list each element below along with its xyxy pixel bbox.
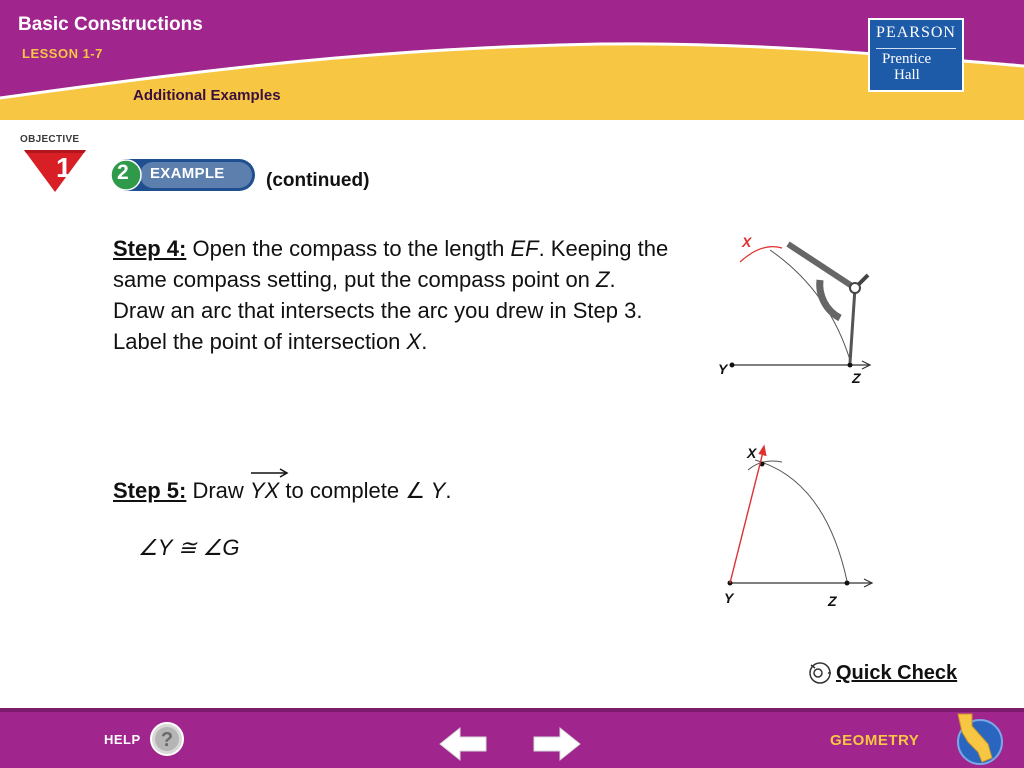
section-subtitle: Additional Examples	[133, 87, 281, 104]
lesson-title: Basic Constructions	[18, 14, 203, 35]
step-4-text-part4: .	[421, 329, 428, 354]
logo-divider	[876, 48, 956, 49]
ray-arrow-icon	[250, 467, 290, 479]
compass-hinge	[850, 283, 860, 293]
angle-y: Y	[424, 478, 446, 503]
quick-check-icon	[808, 661, 832, 685]
compass-arc-arm	[820, 280, 840, 318]
step-5-text-part1: Draw	[186, 478, 250, 503]
slide-header	[0, 0, 1024, 120]
help-label[interactable]: HELP	[104, 731, 141, 747]
ray-yx	[730, 448, 764, 583]
step-4-text-part1: Open the compass to the length	[186, 236, 511, 261]
example-label: EXAMPLE	[150, 165, 225, 182]
objective-label: OBJECTIVE	[20, 134, 80, 145]
step-5-text-part3: .	[445, 478, 452, 503]
point-z-dot	[845, 581, 850, 586]
label-x: X	[742, 234, 752, 250]
compass-leg	[850, 288, 855, 363]
objective-number: 1	[56, 152, 72, 183]
arc-step3	[770, 250, 850, 360]
label-z: Z	[828, 593, 837, 609]
continued-label: (continued)	[266, 170, 370, 191]
label-y: Y	[724, 590, 734, 606]
arc-step3	[755, 460, 847, 581]
svg-text:?: ?	[160, 729, 173, 751]
logo-line-hall: Hall	[894, 67, 920, 83]
lesson-number: LESSON 1-7	[22, 46, 103, 61]
step-4-text-part3: . Draw an arc that intersects the arc you drew in Step 3. Label the point of intersection	[113, 267, 643, 354]
quick-check-link[interactable]	[808, 660, 957, 686]
quick-check-label[interactable]: Quick Check	[836, 661, 958, 684]
ray-yx-label: YX	[249, 478, 280, 503]
step-5-text	[113, 475, 451, 506]
slide-footer	[0, 708, 1024, 768]
footer-stripe	[0, 708, 1024, 712]
arrow-right-icon[interactable]	[532, 726, 582, 762]
congruence-statement: ∠Y ≅ ∠G	[138, 535, 240, 560]
help-button[interactable]	[104, 722, 185, 756]
step-5-text-part2: to complete	[279, 478, 406, 503]
step-4-diagram	[710, 230, 890, 395]
subject-label: GEOMETRY	[830, 732, 920, 749]
pearson-logo-top: PEARSON	[876, 24, 956, 41]
step-4-text-part2: . Keeping the same compass setting, put the compass point on	[113, 236, 669, 292]
red-arrowhead-icon	[759, 446, 766, 456]
ray-yx	[250, 475, 279, 506]
point-z-dot	[848, 363, 853, 368]
point-z: Z	[596, 267, 610, 292]
segment-ef: EF	[510, 236, 539, 261]
point-y-dot	[730, 363, 735, 368]
california-globe-icon	[952, 712, 1004, 766]
angle-symbol: ∠	[405, 478, 425, 503]
pearson-logo-bottom	[882, 51, 931, 83]
label-x: X	[747, 445, 757, 461]
arrow-left-icon[interactable]	[438, 726, 488, 762]
example-number: 2	[117, 161, 129, 184]
step-5-diagram	[710, 440, 890, 620]
objective-triangle-icon	[18, 132, 92, 196]
label-y: Y	[718, 361, 728, 377]
logo-line-prentice: Prentice	[882, 51, 932, 67]
step-5-label: Step 5:	[113, 478, 187, 503]
example-badge	[110, 158, 256, 192]
pearson-prentice-hall-logo	[868, 18, 964, 92]
step-4-label: Step 4:	[113, 236, 187, 261]
label-z: Z	[852, 370, 861, 386]
point-x: X	[406, 329, 422, 354]
question-mark-icon[interactable]	[149, 721, 185, 757]
objective-badge	[18, 132, 92, 196]
step-4-text	[113, 233, 673, 357]
